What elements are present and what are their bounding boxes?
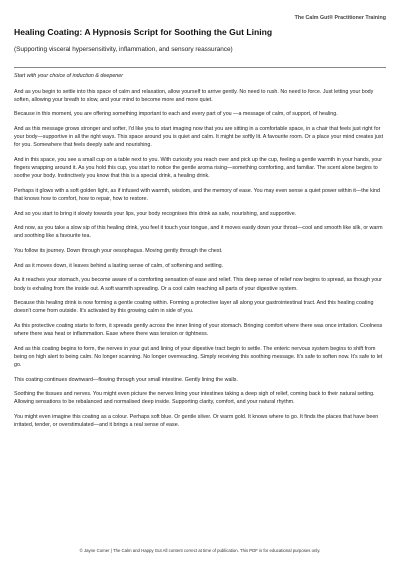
paragraph: And as it moves down, it leaves behind a lasting sense of calm, of softening and settling. [14, 262, 224, 269]
paragraph: And as this coating begins to form, the nerves in your gut and lining of your digestive tract begin to settle. The enteric nervous system begins to shift from being on high alert to being calm. No longer scanning. No longer overreacting. Simply receiving this soothing message. It's safe to soften now. It's safe to let go. [14, 345, 383, 368]
paragraph: And now, as you take a slow sip of this healing drink, you feel it touch your tongue, and it moves easily down your throat—cool and smooth like silk, or warm and soothing like a favourite tea. [14, 225, 383, 240]
header-divider [14, 67, 386, 68]
paragraph: And so you start to bring it slowly towards your lips, your body recognises this drink as safe, nourishing, and supportive. [14, 210, 297, 217]
paragraph: This coating continues downward—flowing through your small intestine. Gently lining the walls. [14, 376, 238, 383]
paragraph: As it reaches your stomach, you become aware of a comforting sensation of ease and relief. This deep sense of relief now begins to spread, as though your body is exhaling from the inside out. A soft warmth spreading. Or a cool calm reaching all parts of your digestive system. [14, 277, 382, 292]
paragraph: As this protective coating starts to form, it spreads gently across the inner lining of your stomach. Bringing comfort where there was once irritation. Coolness where there was heat or inflammation. Ease where there was tension or tightness. [14, 323, 383, 338]
page-footer: © Jayne Comer | The Calm and Happy Gut All content correct at time of publication. This PDF is for educational purposes only. [79, 548, 321, 553]
page-subtitle: (Supporting visceral hypersensitivity, inflammation, and sensory reassurance) [14, 46, 233, 53]
script-body [14, 72, 386, 436]
header-brand: The Calm Gut® Practitioner Training [294, 15, 386, 21]
paragraph: You follow its journey. Down through your oesophagus. Moving gently through the chest. [14, 248, 223, 255]
paragraph: And in this space, you see a small cup on a table next to you. With curiosity you reach over and pick up the cup, feeling a gentle warmth in your hands, your fingers wrapping around it. As you hold this cup, you start to notice the gentle aroma rising—something comforting, and familiar. The scent alone begins to soothe your body. Instinctively you know that this is a special drink, a healing drink. [14, 156, 383, 180]
paragraph: Because this healing drink is now forming a gentle coating within. Forming a protective layer all along your gastrointestinal tract. And this healing coating doesn't come from outside. It's activated by this growing calm in side of you. [14, 300, 374, 315]
page-title: Healing Coating: A Hypnosis Script for Soothing the Gut Lining [14, 27, 273, 37]
paragraph: Soothing the tissues and nerves. You might even picture the nerves lining your intestines taking a deep sigh of relief, coming back to their natural setting. Allowing sensations to be rebalanced and normalised deep inside. Supporting clarity, comfort, and your natural rhythm. [14, 391, 375, 406]
intro-note: Start with your choice of induction & deepener [14, 73, 124, 79]
paragraph: Perhaps it glows with a soft golden light, as if infused with warmth, wisdom, and the memory of ease. You may even sense a quiet power within it—the kind that knows how to comfort, how to repair, how to restore. [14, 187, 380, 202]
paragraph: Because in this moment, you are offering something important to each and every part of you —a message of calm, of support, of healing. [14, 111, 338, 118]
paragraph: And as you begin to settle into this space of calm and relaxation, allow yourself to arrive gently. No need to rush. No need to force. Just letting your body soften, allowing your breath to slow, and your mind to become more and more quiet. [14, 88, 374, 103]
paragraph: You might even imagine this coating as a colour. Perhaps soft blue. Or gentle silver. Or warm gold. It knows where to go. It finds the places that have been irritated, tender, or overstimulated—and it brings a real sense of ease. [14, 414, 379, 429]
paragraph: And as this message grows stronger and softer, I'd like you to start imaging now that you are sitting in a comfortable space, in a chair that feels just right for your body—supportive in all the right ways. This space around you is quiet and calm. It might be softly lit. A favourite room. Or a place your mind creates just for you. Somewhere that feels deeply safe and nourishing. [14, 126, 384, 149]
